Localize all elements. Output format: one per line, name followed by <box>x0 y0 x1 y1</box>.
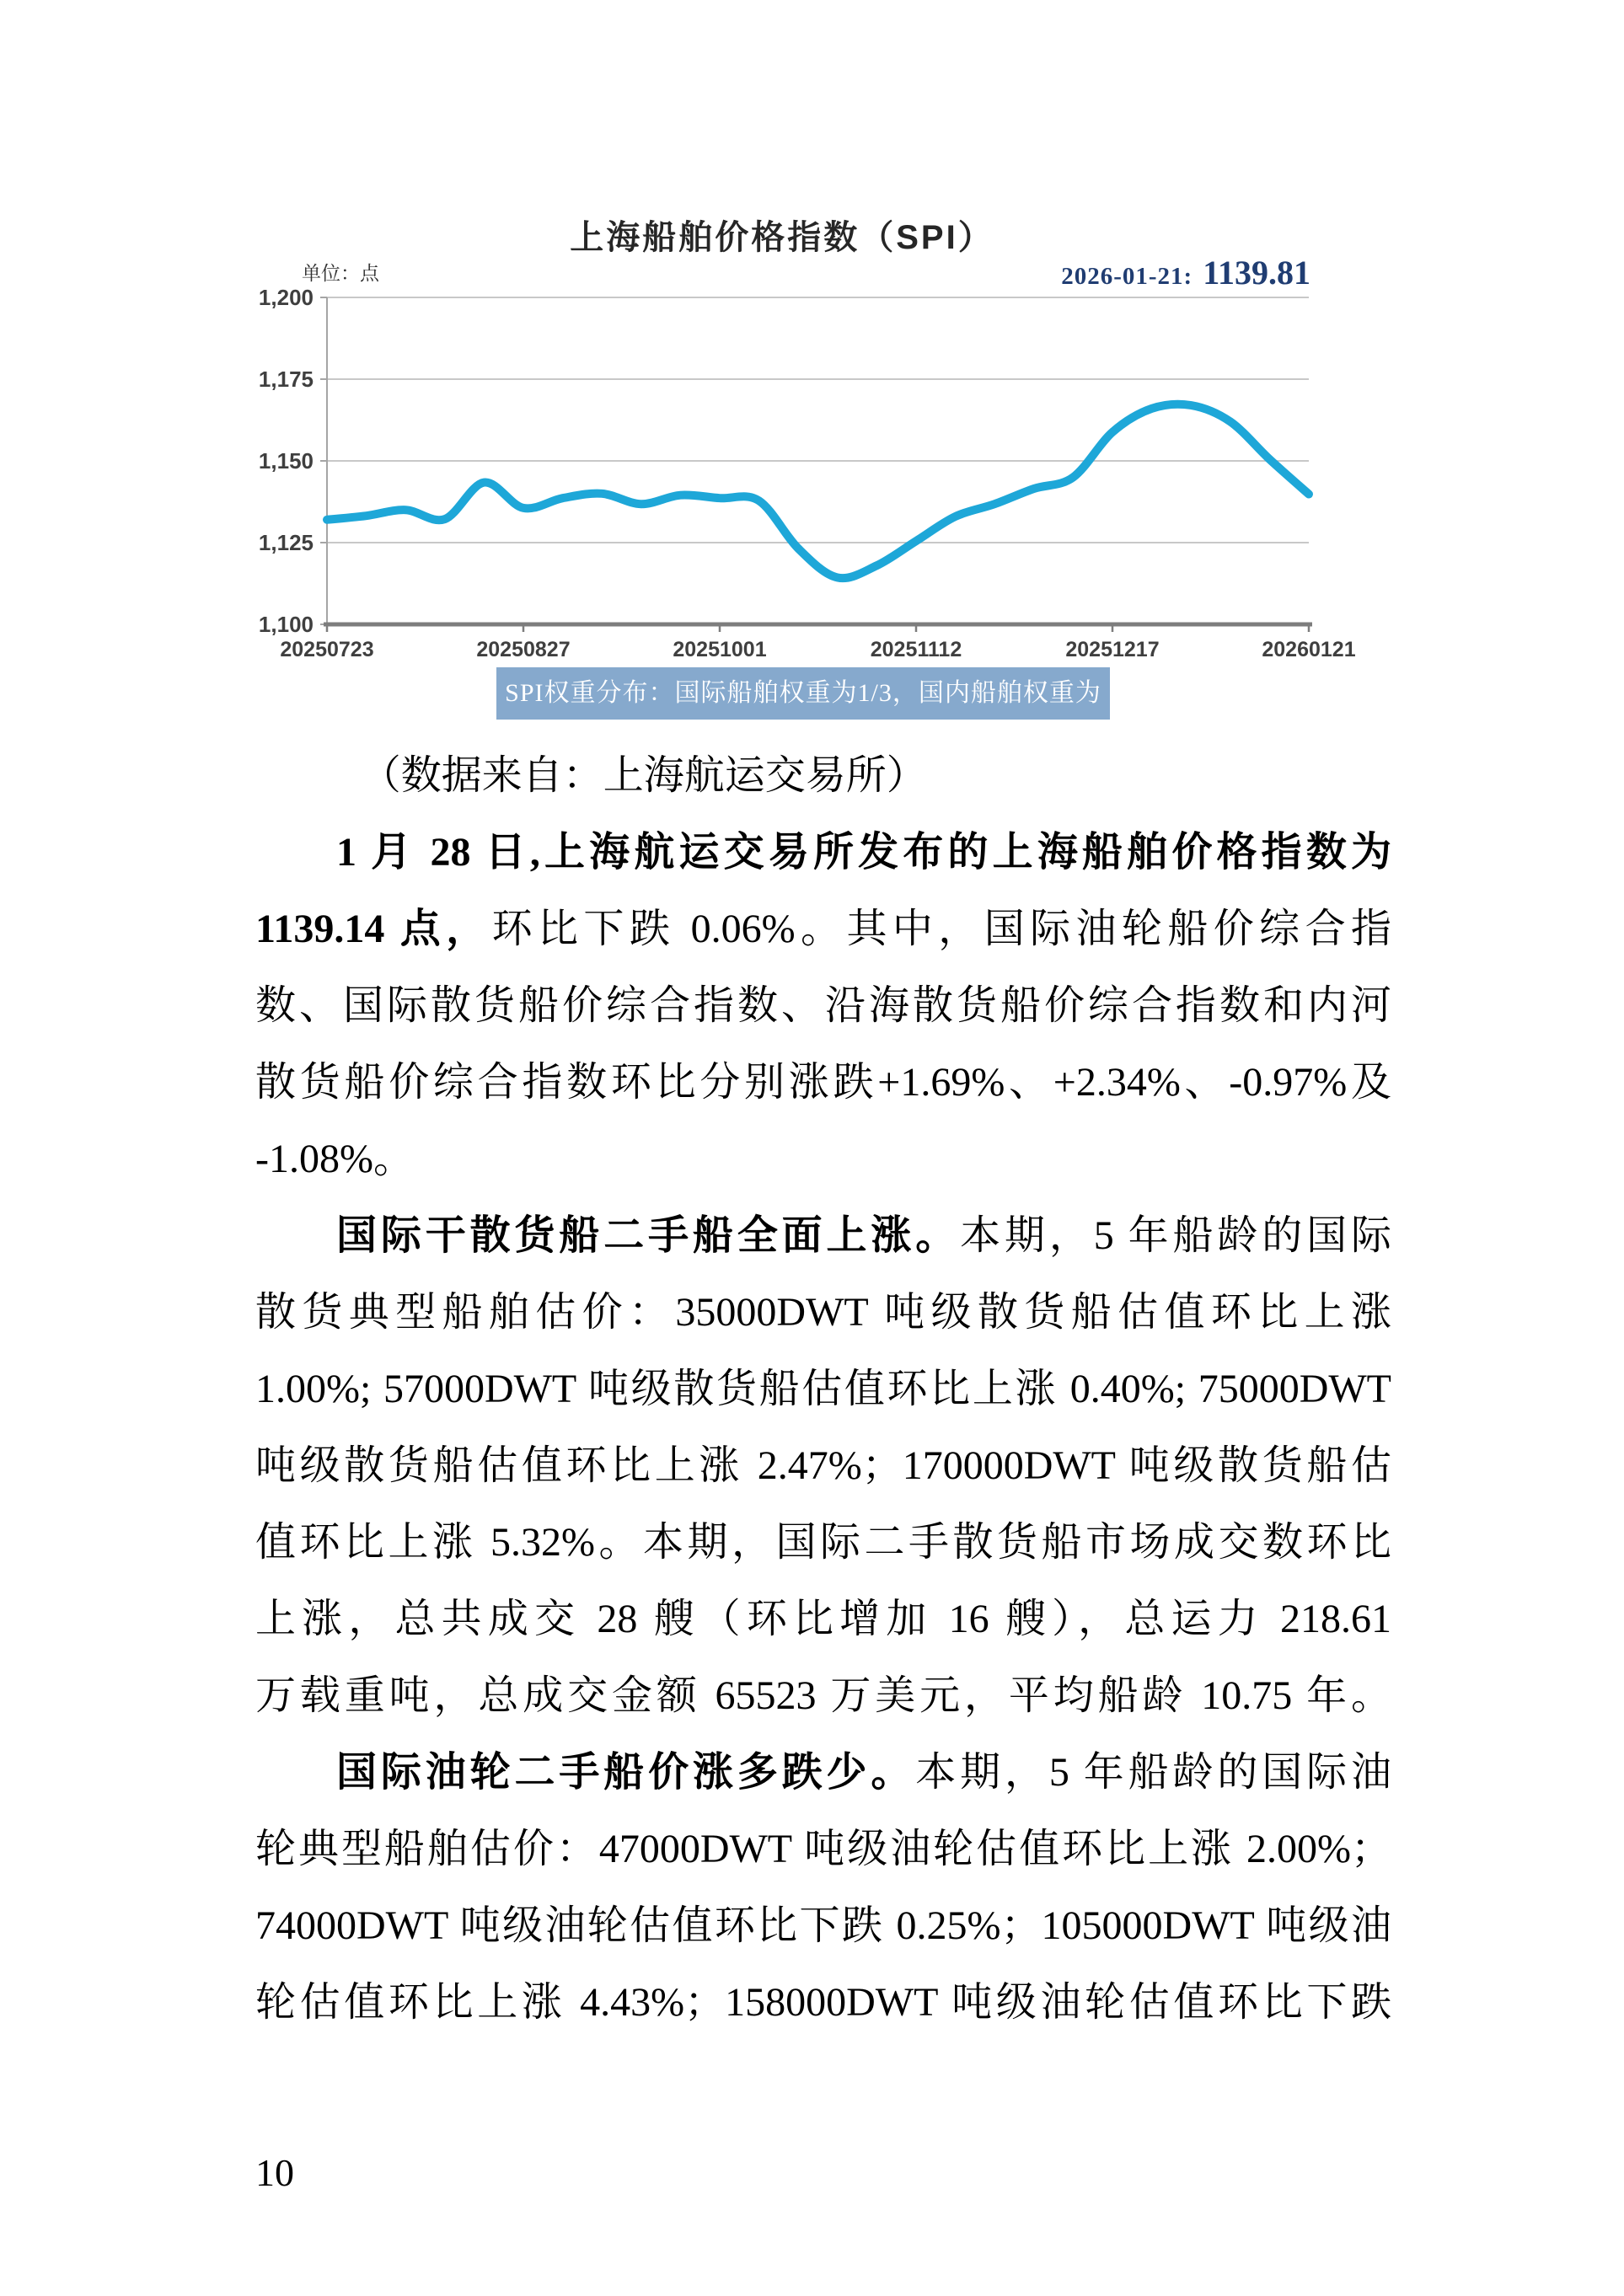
body-line <box>255 1734 1391 1811</box>
body-line <box>255 1964 1391 2041</box>
body-line <box>255 1504 1391 1581</box>
x-axis-label: 20250723 <box>280 638 374 661</box>
text-segment: 本期，5 年船龄的国际油 <box>915 1750 1391 1795</box>
x-axis-label: 20260121 <box>1262 638 1356 661</box>
y-axis-label: 1,200 <box>258 285 314 310</box>
body-line <box>255 814 1391 891</box>
latest-value: 1139.81 <box>1203 254 1310 292</box>
body-line <box>255 1121 1391 1197</box>
text-segment: 轮估值环比上涨 4.43%；158000DWT 吨级油轮估值环比下跌 <box>255 1980 1391 2025</box>
body-line <box>255 1811 1391 1887</box>
x-axis-label: 20251001 <box>673 638 767 661</box>
spi-series-line <box>327 404 1309 578</box>
text-segment: 散货船价综合指数环比分别涨跌+1.69%、+2.34%、-0.97%及 <box>255 1060 1391 1105</box>
body-line <box>255 1044 1391 1121</box>
x-axis-label: 20251217 <box>1065 638 1160 661</box>
text-segment: 数、国际散货船价综合指数、沿海散货船价综合指数和内河 <box>255 983 1391 1028</box>
text-segment: 吨级散货船估值环比上涨 2.47%；170000DWT 吨级散货船估 <box>255 1443 1391 1488</box>
y-axis-label: 1,100 <box>258 612 314 637</box>
body-line <box>255 1197 1391 1274</box>
bold-text-segment: 1139.14 点， <box>255 907 492 951</box>
body-line <box>255 1351 1391 1427</box>
unit-label: 单位：点 <box>302 262 379 284</box>
text-segment: 本期，5 年船龄的国际 <box>960 1213 1391 1258</box>
body-line <box>255 1657 1391 1734</box>
text-segment: 上涨，总共成交 28 艘（环比增加 16 艘），总运力 218.61 <box>255 1597 1391 1641</box>
text-segment: 轮典型船舶估价：47000DWT 吨级油轮估值环比上涨 2.00%； <box>255 1827 1391 1871</box>
body-line <box>255 1274 1391 1351</box>
bold-text-segment: 国际油轮二手船价涨多跌少。 <box>336 1750 916 1795</box>
text-segment: 万载重吨，总成交金额 65523 万美元，平均船龄 10.75 年。 <box>255 1673 1391 1718</box>
text-segment: 1.00%; 57000DWT 吨级散货船估值环比上涨 0.40%; 75000DWT <box>255 1367 1391 1411</box>
text-segment: 散货典型船舶估价：35000DWT 吨级散货船估值环比上涨 <box>255 1290 1391 1335</box>
body-line <box>255 967 1391 1044</box>
body-line <box>255 1581 1391 1657</box>
text-segment: 值环比上涨 5.32%。本期，国际二手散货船市场成交数环比 <box>255 1520 1391 1565</box>
data-source-caption <box>255 737 1391 814</box>
spi-weight-banner: SPI权重分布：国际船舶权重为1/3，国内船舶权重为2/3 <box>496 667 1110 720</box>
bold-text-segment: 国际干散货船二手船全面上涨。 <box>336 1213 961 1258</box>
chart-title: 上海船舶价格指数（SPI） <box>570 219 994 256</box>
text-segment: 环比下跌 0.06%。其中，国际油轮船价综合指 <box>491 907 1391 951</box>
x-axis-label: 20251112 <box>870 638 962 661</box>
x-axis-label: 20250827 <box>476 638 571 661</box>
page-number: 10 <box>255 2151 294 2194</box>
body-line <box>255 1887 1391 1964</box>
y-axis-label: 1,125 <box>258 530 314 555</box>
latest-date-label: 2026-01-21: <box>1061 263 1193 290</box>
spi-line-chart <box>236 253 1369 674</box>
body-line <box>255 891 1391 967</box>
text-segment: （数据来自：上海航运交易所） <box>360 753 927 798</box>
body-line <box>255 1427 1391 1504</box>
bold-text-segment: 1 月 28 日,上海航运交易所发布的上海船舶价格指数为 <box>336 830 1391 875</box>
y-axis-label: 1,150 <box>258 448 314 474</box>
body-text <box>255 737 1391 2041</box>
text-segment: -1.08%。 <box>255 1137 414 1181</box>
y-axis-label: 1,175 <box>258 367 314 392</box>
text-segment: 74000DWT 吨级油轮估值环比下跌 0.25%；105000DWT 吨级油 <box>255 1903 1391 1948</box>
